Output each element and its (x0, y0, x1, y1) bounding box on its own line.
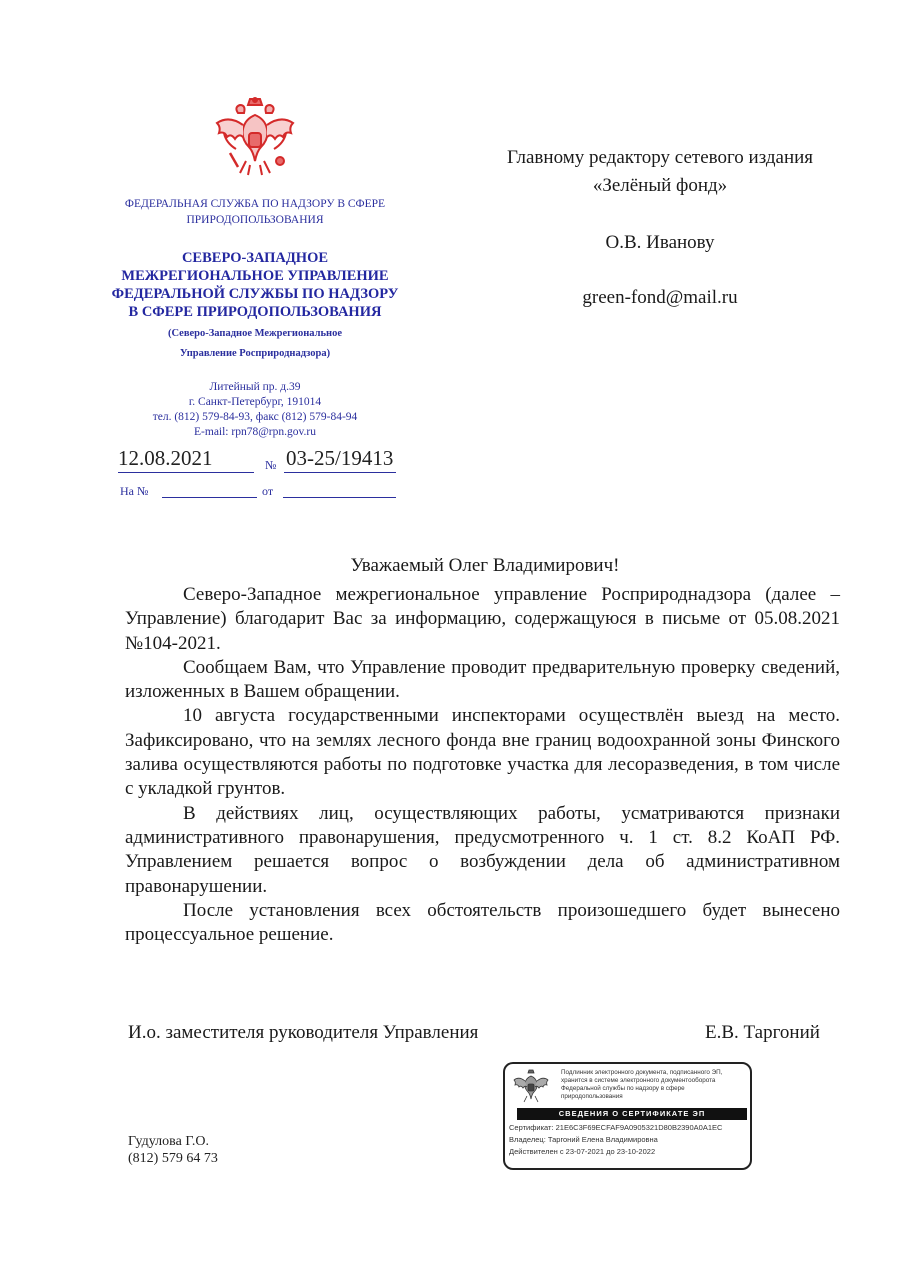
department-line: СЕВЕРО-ЗАПАДНОЕ (181, 250, 329, 266)
electronic-signature-stamp (503, 1062, 752, 1170)
registration-date: 12.08.2021 (118, 446, 213, 470)
department-line: МЕЖРЕГИОНАЛЬНОЕ УПРАВЛЕНИЕ (121, 268, 389, 284)
address-line: Литейный пр. д.39 (209, 381, 301, 393)
stamp-title-bar: СВЕДЕНИЯ О СЕРТИФИКАТЕ ЭП (517, 1108, 747, 1120)
executor-block (128, 1133, 218, 1167)
greeting: Уважаемый Олег Владимирович! (350, 555, 620, 576)
executor-phone: (812) 579 64 73 (128, 1151, 218, 1166)
coat-of-arms-icon (513, 1068, 549, 1106)
reply-from-label: от (262, 484, 274, 498)
number-underline (284, 472, 396, 473)
addressee-email: green-fond@mail.ru (582, 287, 738, 308)
signatory-name: Е.В. Таргоний (705, 1022, 820, 1043)
address-line: г. Санкт-Петербург, 191014 (188, 396, 322, 408)
paragraph: Северо-Западное межрегиональное управление Росприроднадзора (далее – Управление) благодарит Вас за информацию, содержащуюся в письме от 05.08.2021 №104-2021. (125, 584, 840, 654)
addressee-name: О.В. Иванову (605, 232, 715, 253)
department-name (100, 249, 410, 321)
agency-line: ПРИРОДОПОЛЬЗОВАНИЯ (186, 214, 324, 226)
department-line: ФЕДЕРАЛЬНОЙ СЛУЖБЫ ПО НАДЗОРУ (111, 286, 399, 302)
department-short-line: Управление Росприроднадзора) (179, 348, 331, 359)
addressee-line: Главному редактору сетевого издания (506, 147, 814, 168)
address-line: тел. (812) 579-84-93, факс (812) 579-84-94 (152, 411, 358, 423)
addressee-publication: «Зелёный фонд» (592, 175, 728, 196)
reply-to-label: На № (120, 484, 149, 498)
registration-number: 03-25/19413 (286, 446, 394, 470)
department-short-line: (Северо-Западное Межрегиональное (167, 328, 343, 339)
agency-name (100, 196, 410, 228)
reply-from-underline (283, 497, 396, 498)
signatory-title: И.о. заместителя руководителя Управления (128, 1022, 479, 1043)
address-block (100, 380, 410, 440)
paragraph: После установления всех обстоятельств произошедшего будет вынесено процессуальное решение. (125, 899, 840, 946)
paragraph: 10 августа государственными инспекторами осуществлён выезд на место. Зафиксировано, что на землях лесного фонда вне границ водоохранной зоны Финского залива осуществляются работы по подготовке участка для лесоразведения, в том числе с укладкой грунтов. (125, 705, 840, 800)
addressee-position (460, 144, 860, 200)
registration-number-label: № (265, 458, 277, 472)
russian-coat-of-arms-icon (210, 95, 300, 185)
department-short-name (100, 324, 410, 364)
certificate-validity: Действителен с 23-07-2021 до 23-10-2022 (509, 1147, 656, 1156)
certificate-owner: Владелец: Таргоний Елена Владимировна (509, 1135, 658, 1144)
email-line: E-mail: rpn78@rpn.gov.ru (194, 426, 316, 438)
department-line: В СФЕРЕ ПРИРОДОПОЛЬЗОВАНИЯ (128, 304, 382, 320)
paragraph: Сообщаем Вам, что Управление проводит предварительную проверку сведений, изложенных в Вашем обращении. (125, 656, 840, 703)
certificate-number: Сертификат: 21E6C3F69ECFAF9A0905321D80B2390A0A1EC (509, 1123, 723, 1132)
agency-line: ФЕДЕРАЛЬНАЯ СЛУЖБА ПО НАДЗОРУ В СФЕРЕ (124, 198, 386, 210)
stamp-header: Подлинник электронного документа, подписанного ЭП, хранится в системе электронного документооборота Федеральной службы по надзору в сфере природопользования (561, 1069, 723, 1100)
date-underline (118, 472, 254, 473)
reply-to-underline (162, 497, 257, 498)
executor-name: Гудулова Г.О. (128, 1134, 209, 1149)
paragraph: В действиях лиц, осуществляющих работы, усматриваются признаки административного правонарушения, предусмотренного ч. 1 ст. 8.2 КоАП РФ. Управлением решается вопрос о возбуждении дела об административном правонарушении. (125, 802, 840, 897)
letter-body (125, 583, 840, 947)
